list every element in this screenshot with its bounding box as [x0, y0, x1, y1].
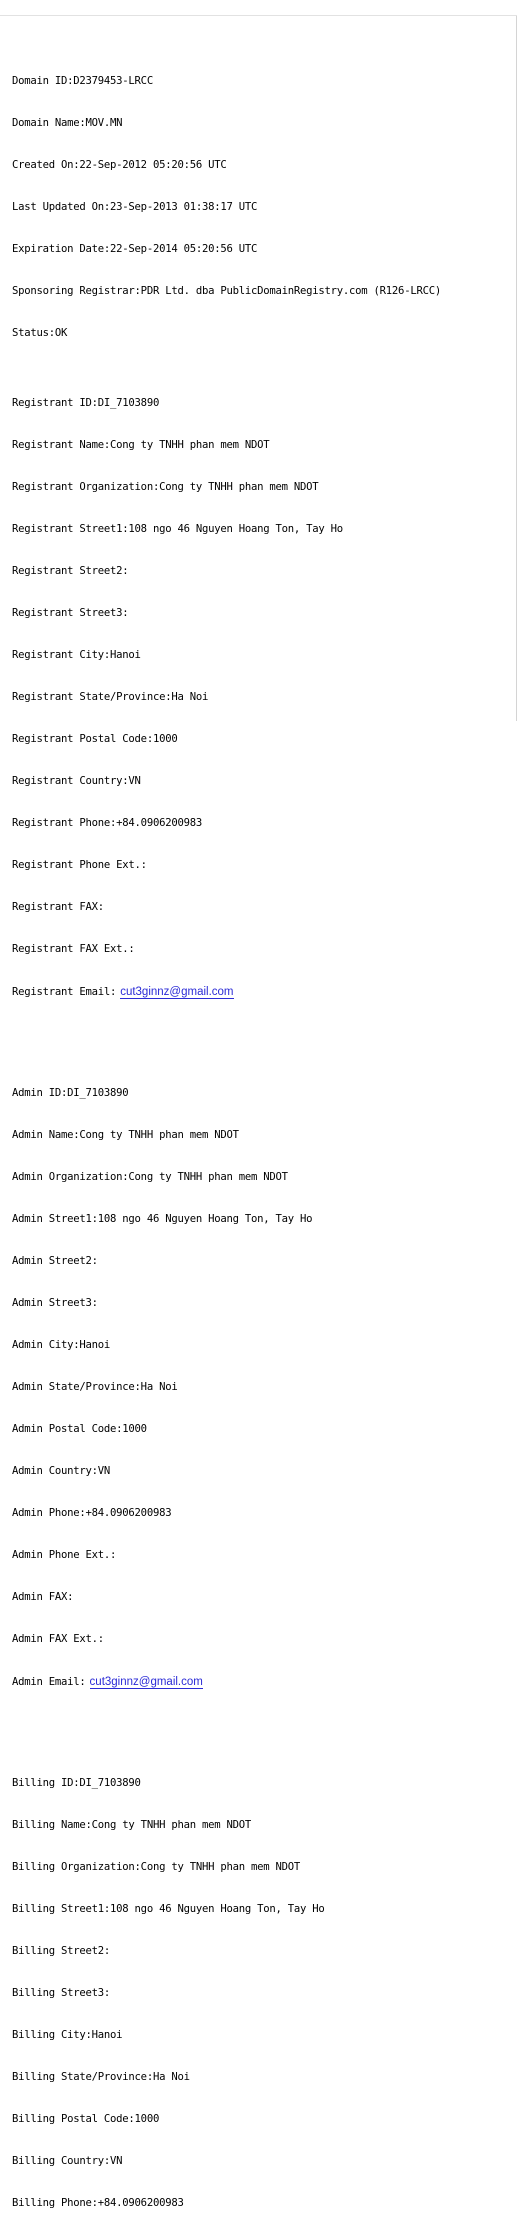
billing-name-line: Billing Name:Cong ty TNHH phan mem NDOT [12, 1819, 251, 1831]
status-line: Status:OK [12, 327, 68, 339]
last-updated-line: Last Updated On:23-Sep-2013 01:38:17 UTC [12, 201, 258, 213]
billing-postal-code-line: Billing Postal Code:1000 [12, 2113, 160, 2125]
admin-postal-code-line: Admin Postal Code:1000 [12, 1423, 147, 1435]
billing-street2-line: Billing Street2: [12, 1945, 111, 1957]
admin-street3-line: Admin Street3: [12, 1297, 98, 1309]
admin-email-link[interactable]: cut3ginnz@gmail.com [89, 1676, 203, 1688]
admin-state-line: Admin State/Province:Ha Noi [12, 1381, 178, 1393]
registrant-postal-code-line: Registrant Postal Code:1000 [12, 733, 178, 745]
billing-id-line: Billing ID:DI_7103890 [12, 1777, 141, 1789]
admin-id-line: Admin ID:DI_7103890 [12, 1087, 129, 1099]
registrant-email-label: Registrant Email: [12, 986, 117, 998]
admin-city-line: Admin City:Hanoi [12, 1339, 111, 1351]
whois-record [12, 32, 512, 2238]
registrant-email-line [12, 984, 512, 1000]
registrant-phone-ext-line: Registrant Phone Ext.: [12, 859, 147, 871]
registrant-street2-line: Registrant Street2: [12, 565, 129, 577]
registrant-state-line: Registrant State/Province:Ha Noi [12, 691, 209, 703]
registrant-fax-line: Registrant FAX: [12, 901, 104, 913]
admin-email-line [12, 1674, 512, 1690]
section-spacer [12, 1718, 512, 1720]
registrant-country-line: Registrant Country:VN [12, 775, 141, 787]
registrant-city-line: Registrant City:Hanoi [12, 649, 141, 661]
billing-organization-line: Billing Organization:Cong ty TNHH phan mem NDOT [12, 1861, 301, 1873]
created-on-line: Created On:22-Sep-2012 05:20:56 UTC [12, 159, 227, 171]
domain-id-line: Domain ID:D2379453-LRCC [12, 75, 153, 87]
admin-email-label: Admin Email: [12, 1676, 86, 1688]
window-top-bar [0, 0, 517, 16]
registrant-email-link[interactable]: cut3ginnz@gmail.com [120, 986, 234, 998]
billing-state-line: Billing State/Province:Ha Noi [12, 2071, 190, 2083]
expiration-date-line: Expiration Date:22-Sep-2014 05:20:56 UTC [12, 243, 258, 255]
admin-phone-ext-line: Admin Phone Ext.: [12, 1549, 117, 1561]
domain-name-line: Domain Name:MOV.MN [12, 117, 123, 129]
admin-phone-line: Admin Phone:+84.0906200983 [12, 1507, 172, 1519]
billing-city-line: Billing City:Hanoi [12, 2029, 123, 2041]
admin-name-line: Admin Name:Cong ty TNHH phan mem NDOT [12, 1129, 239, 1141]
admin-country-line: Admin Country:VN [12, 1465, 111, 1477]
sponsoring-registrar-line: Sponsoring Registrar:PDR Ltd. dba PublicDomainRegistry.com (R126-LRCC) [12, 285, 441, 297]
registrant-street3-line: Registrant Street3: [12, 607, 129, 619]
registrant-id-line: Registrant ID:DI_7103890 [12, 397, 160, 409]
registrant-phone-line: Registrant Phone:+84.0906200983 [12, 817, 202, 829]
billing-street3-line: Billing Street3: [12, 1987, 111, 1999]
admin-fax-line: Admin FAX: [12, 1591, 74, 1603]
admin-street1-line: Admin Street1:108 ngo 46 Nguyen Hoang Ton, Tay Ho [12, 1213, 313, 1225]
billing-phone-line: Billing Phone:+84.0906200983 [12, 2197, 184, 2209]
admin-street2-line: Admin Street2: [12, 1255, 98, 1267]
admin-fax-ext-line: Admin FAX Ext.: [12, 1633, 104, 1645]
registrant-street1-line: Registrant Street1:108 ngo 46 Nguyen Hoang Ton, Tay Ho [12, 523, 343, 535]
registrant-name-line: Registrant Name:Cong ty TNHH phan mem NDOT [12, 439, 270, 451]
registrant-fax-ext-line: Registrant FAX Ext.: [12, 943, 135, 955]
billing-street1-line: Billing Street1:108 ngo 46 Nguyen Hoang Ton, Tay Ho [12, 1903, 325, 1915]
section-spacer [12, 1028, 512, 1030]
registrant-organization-line: Registrant Organization:Cong ty TNHH phan mem NDOT [12, 481, 319, 493]
admin-organization-line: Admin Organization:Cong ty TNHH phan mem NDOT [12, 1171, 288, 1183]
billing-country-line: Billing Country:VN [12, 2155, 123, 2167]
